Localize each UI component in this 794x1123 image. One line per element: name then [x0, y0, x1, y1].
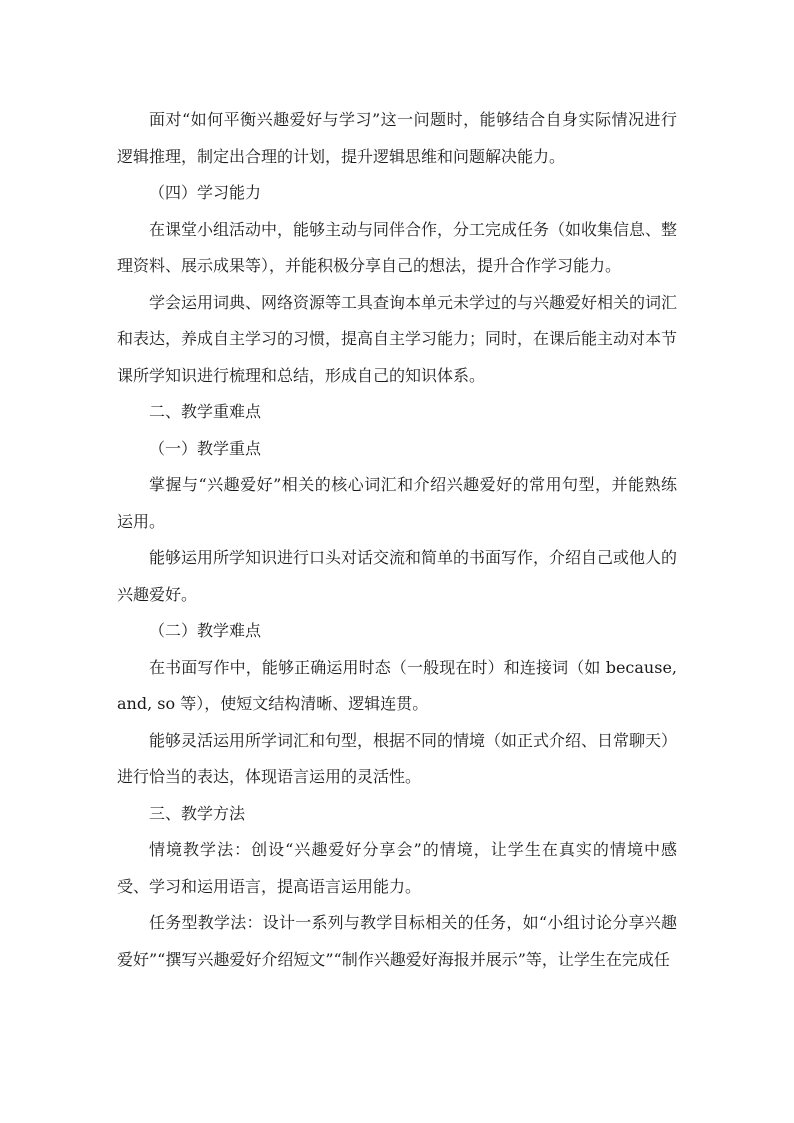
paragraph-logic-reasoning: 面对“如何平衡兴趣爱好与学习”这一问题时，能够结合自身实际情况进行逻辑推理，制定出合理的计划，提升逻辑思维和问题解决能力。 — [117, 110, 677, 166]
subheading-key-points: （一）教学重点 — [149, 438, 262, 458]
paragraph-cooperative-learning: 在课堂小组活动中，能够主动与同伴合作，分工完成任务（如收集信息、整理资料、展示成果等），并能积极分享自己的想法，提升合作学习能力。 — [117, 219, 678, 275]
paragraph-autonomous-learning: 学会运用词典、网络资源等工具查询本单元未学过的与兴趣爱好相关的词汇和表达，养成自主学习的习惯，提高自主学习能力；同时，在课后能主动对本节课所学知识进行梳理和总结，形成自己的知识体系。 — [117, 292, 678, 385]
subheading-difficult-points: （二）教学难点 — [149, 621, 262, 640]
paragraph-task-based-teaching: 任务型教学法：设计一系列与教学目标相关的任务，如“小组讨论分享兴趣爱好”“撰写兴趣爱好介绍短文”“制作兴趣爱好海报并展示”等，让学生在完成任 — [117, 913, 677, 969]
paragraph-difficult-writing: 在书面写作中，能够正确运用时态（一般现在时）和连接词（如 because, and, so 等），使短文结构清晰、逻辑连贯。 — [117, 657, 677, 713]
paragraph-situational-teaching: 情境教学法：创设“兴趣爱好分享会”的情境，让学生在真实的情境中感受、学习和运用语言，提高语言运用能力。 — [117, 840, 677, 896]
paragraph-key-point-vocabulary: 掌握与“兴趣爱好”相关的核心词汇和介绍兴趣爱好的常用句型，并能熟练运用。 — [117, 475, 677, 531]
subheading-learning-ability: （四）学习能力 — [149, 183, 262, 202]
paragraph-difficult-flexibility: 能够灵活运用所学词汇和句型，根据不同的情境（如正式介绍、日常聊天）进行恰当的表达，体现语言运用的灵活性。 — [117, 730, 678, 786]
heading-teaching-methods: 三、教学方法 — [149, 803, 246, 823]
heading-key-difficult-points: 二、教学重难点 — [149, 402, 262, 421]
document-body — [117, 102, 677, 978]
paragraph-key-point-communication: 能够运用所学知识进行口头对话交流和简单的书面写作，介绍自己或他人的兴趣爱好。 — [117, 548, 678, 604]
